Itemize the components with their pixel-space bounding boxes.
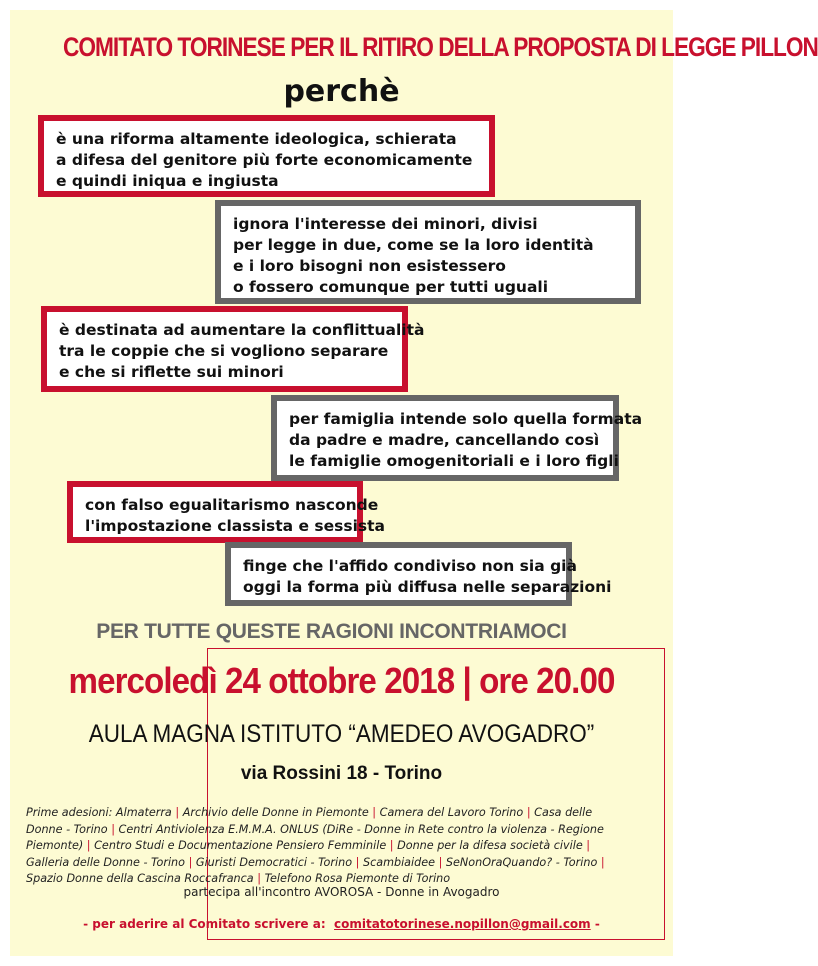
adhesion-item: Donne - Torino xyxy=(26,822,108,836)
separator: | xyxy=(86,839,91,852)
adhesions-line xyxy=(26,855,666,872)
reason-line: l'impostazione classista e sessista xyxy=(85,517,386,535)
adhesion-item: Scambiaidee xyxy=(362,855,436,869)
separator: | xyxy=(438,855,443,869)
reason-line: con falso egualitarismo nasconde xyxy=(85,496,379,514)
event-venue: AULA MAGNA ISTITUTO “AMEDEO AVOGADRO” xyxy=(88,720,595,748)
reason-box-3 xyxy=(41,306,425,392)
poster-title: COMITATO TORINESE PER IL RITIRO DELLA PROPOSTA DI LEGGE PILLON xyxy=(63,32,818,62)
reason-box-4 xyxy=(271,395,643,481)
separator: | xyxy=(111,822,115,836)
adhesion-item: Camera del Lavoro Torino xyxy=(379,806,524,819)
adhesions-line xyxy=(26,822,666,839)
reason-line: le famiglie omogenitoriali e i loro figli xyxy=(289,452,619,470)
separator: | xyxy=(257,872,261,885)
reason-line: finge che l'affido condiviso non sia già xyxy=(243,557,577,575)
adhesion-item: SeNonOraQuando? - Torino xyxy=(445,855,598,869)
separator: | xyxy=(526,806,531,819)
adhesion-item: Spazio Donne della Cascina Roccafranca xyxy=(26,872,254,885)
reason-line: e che si riflette sui minori xyxy=(59,363,284,381)
adhesion-item: Centri Antiviolenza E.M.M.A. ONLUS (DiRe - Donne in Rete contro la violenza - Regione xyxy=(118,822,604,836)
participate-note: partecipa all'incontro AVOROSA - Donne in Avogadro xyxy=(183,885,500,899)
join-instructions xyxy=(0,917,683,931)
reason-line: è destinata ad aumentare la conflittualità xyxy=(59,321,425,339)
adhesion-item: Giuristi Democratici - Torino xyxy=(195,855,353,869)
separator: | xyxy=(600,855,605,869)
adhesion-item: Prime adesioni: Almaterra xyxy=(26,806,172,819)
reason-line: tra le coppie che si vogliono separare xyxy=(59,342,389,360)
separator: | xyxy=(372,806,377,819)
event-date: mercoledì 24 ottobre 2018 | ore 20.00 xyxy=(68,660,615,701)
reason-line: da padre e madre, cancellando così xyxy=(289,431,600,449)
adhesions-line xyxy=(26,805,666,822)
join-prefix: - per aderire al Comitato scrivere a: xyxy=(83,917,326,931)
adhesion-item: Casa delle xyxy=(534,806,593,819)
reason-line: o fossero comunque per tutti uguali xyxy=(233,278,549,296)
reason-box-6 xyxy=(225,542,612,606)
adhesion-item: Donne per la difesa società civile xyxy=(397,839,583,852)
adhesion-item: Piemonte) xyxy=(26,839,84,852)
reason-box-5 xyxy=(67,481,386,543)
adhesion-item: Archivio delle Donne in Piemonte xyxy=(182,806,369,819)
reason-line: per famiglia intende solo quella formata xyxy=(289,410,643,428)
reason-box-2 xyxy=(215,200,641,304)
reason-line: oggi la forma più diffusa nelle separazioni xyxy=(243,578,612,596)
event-address: via Rossini 18 - Torino xyxy=(240,763,443,784)
join-suffix: - xyxy=(594,917,600,931)
reason-box-1 xyxy=(38,115,495,197)
separator: | xyxy=(188,855,193,869)
call-to-action-heading: PER TUTTE QUESTE RAGIONI INCONTRIAMOCI xyxy=(96,620,567,643)
adhesion-item: Centro Studi e Documentazione Pensiero Femminile xyxy=(94,839,387,852)
reason-line: ignora l'interesse dei minori, divisi xyxy=(233,215,538,233)
separator: | xyxy=(355,855,360,869)
adhesions-list xyxy=(26,805,666,888)
separator: | xyxy=(175,806,180,819)
reason-line: a difesa del genitore più forte economicamente xyxy=(56,151,473,169)
reason-line: per legge in due, come se la loro identità xyxy=(233,236,594,254)
poster-subtitle: perchè xyxy=(283,74,400,109)
reason-line: è una riforma altamente ideologica, schierata xyxy=(56,130,457,148)
adhesion-item: Telefono Rosa Piemonte di Torino xyxy=(264,872,451,885)
separator: | xyxy=(389,839,394,852)
reason-line: e i loro bisogni non esistessero xyxy=(233,257,506,275)
reason-line: e quindi iniqua e ingiusta xyxy=(56,172,279,190)
email-link[interactable]: comitatotorinese.nopillon@gmail.com xyxy=(334,917,591,931)
adhesion-item: Galleria delle Donne - Torino xyxy=(26,855,185,869)
separator: | xyxy=(586,839,591,852)
adhesions-line xyxy=(26,838,666,855)
